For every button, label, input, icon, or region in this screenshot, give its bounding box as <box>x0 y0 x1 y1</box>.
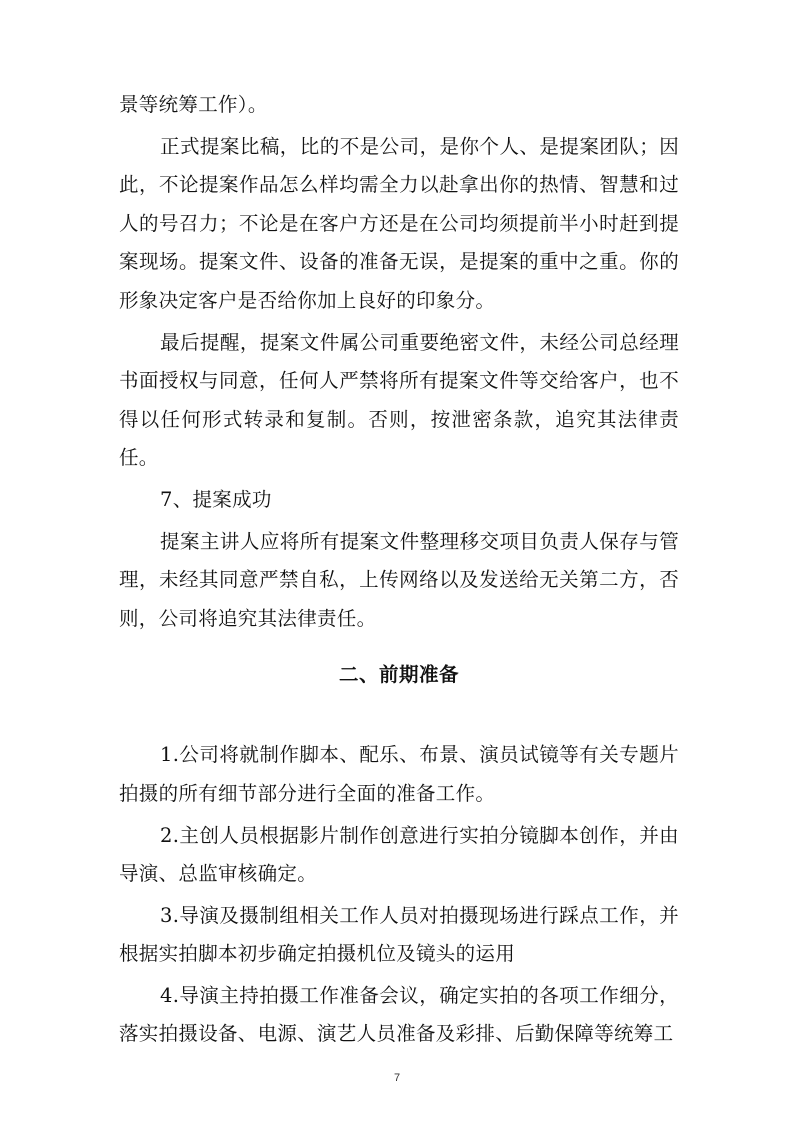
paragraph-item-1: 1.公司将就制作脚本、配乐、布景、演员试镜等有关专题片拍摄的所有细节部分进行全面的准备工作。 <box>119 743 679 805</box>
section-title-preparation: 二、前期准备 <box>338 663 459 687</box>
paragraph-item-3: 3.导演及摄制组相关工作人员对拍摄现场进行踩点工作，并根据实拍脚本初步确定拍摄机位及镜头的运用 <box>119 903 679 966</box>
page-number: 7 <box>393 1072 401 1084</box>
paragraph-proposal-competition: 正式提案比稿，比的不是公司，是你个人、是提案团队；因此，不论提案作品怎么样均需全力以赴拿出你的热情、智慧和过人的号召力；不论是在客户方还是在公司均须提前半小时赶到提案现场。提案文件、设备的准备无误，是提案的重中之重。你的形象决定客户是否给你加上良好的印象分。 <box>119 134 679 312</box>
paragraph-proposal-handover: 提案主讲人应将所有提案文件整理移交项目负责人保存与管理，未经其同意严禁自私，上传网络以及发送给无关第二方，否则，公司将追究其法律责任。 <box>119 529 679 630</box>
paragraph-item-4: 4.导演主持拍摄工作准备会议，确定实拍的各项工作细分，落实拍摄设备、电源、演艺人员准备及彩排、后勤保障等统筹工 <box>119 983 679 1046</box>
paragraph-item-2: 2.主创人员根据影片制作创意进行实拍分镜脚本创作，并由导演、总监审核确定。 <box>119 823 679 886</box>
subheading-proposal-success: 7、提案成功 <box>160 487 272 511</box>
paragraph-continuation: 景等统筹工作）。 <box>119 93 268 116</box>
paragraph-confidentiality-reminder: 最后提醒，提案文件属公司重要绝密文件，未经公司总经理书面授权与同意，任何人严禁将所有提案文件等交给客户，也不得以任何形式转录和复制。否则，按泄密条款，追究其法律责任。 <box>119 330 679 470</box>
page-content <box>119 86 679 1057</box>
